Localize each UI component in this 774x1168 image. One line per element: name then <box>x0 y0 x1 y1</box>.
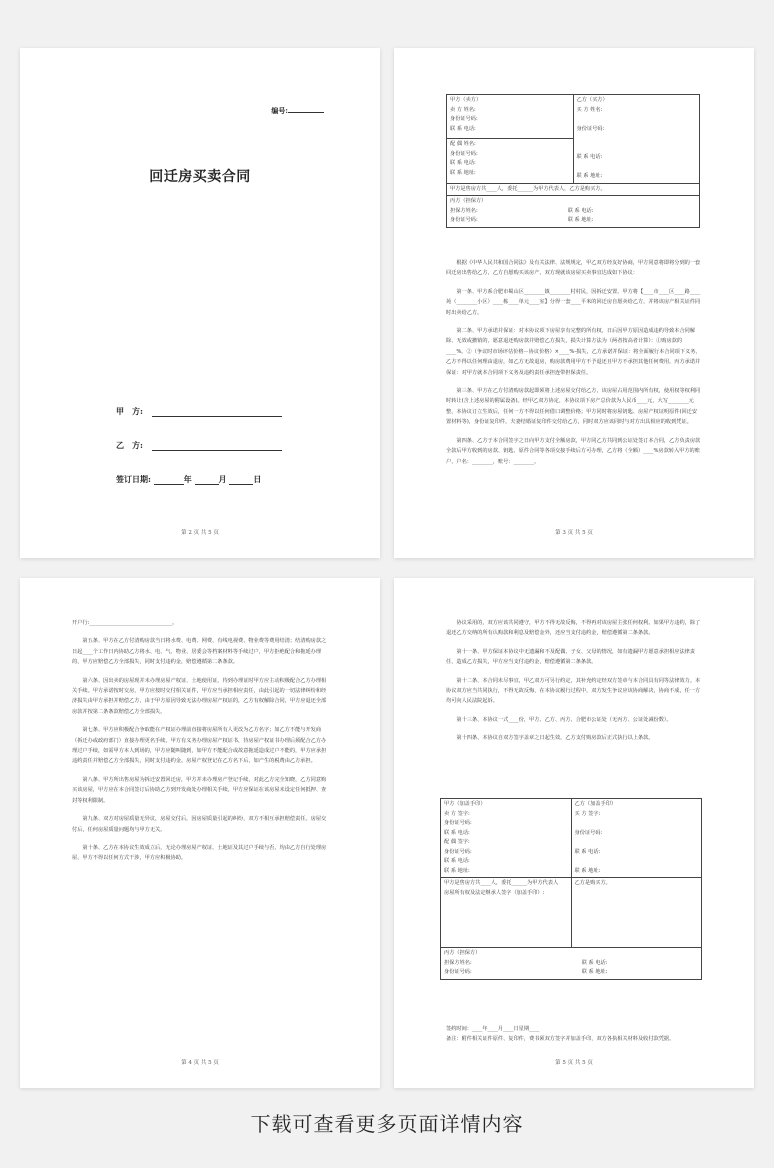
seller-name: 卖 方 姓名: <box>450 106 476 113</box>
sig-seller-sign: 卖 方 签字: <box>444 810 470 817</box>
party-b-label: 乙 方: <box>116 440 143 450</box>
preamble: 根据《中华人民共和国合同法》及有关法律、法规规定，甲乙双方经友好协商，甲方同意将即将分到的一套回迁房出售给乙方，乙方自愿购买该房产，双方现就该房屋买卖事宜达成如下协议： <box>446 260 701 277</box>
article-2: 第二条、甲方承诺并保证：对本协议项下房屋享有完整的所有权，日后因甲方原因造成违约导致本合同解除、无效或撤销的，愿意退还购房款并赔偿乙方损失，损失计算方法为（两者按高者计算）：①购房款的____%。②（争议时市场评估价格－协议价格）×____%-损失，乙方承诺并保证：将全面履行本合同项下义务，乙方不得以任何理由退房，如乙方无故退房，购房款费用甲方不予退还且甲方不承担其他任何费用，丙方承诺并保证：对甲方就本合同项下义务及违约责任承担连带担保责任。 <box>446 328 701 376</box>
contract-page-3 <box>394 48 754 558</box>
sig-guarantor-name: 担保方姓名: <box>444 959 472 966</box>
sig-spouse-id: 身份证号码: <box>444 848 472 855</box>
cover-page <box>20 48 380 558</box>
guarantor-id: 身份证号码: <box>450 217 478 223</box>
seller-id: 身份证号码: <box>450 116 478 122</box>
contract-number <box>271 106 324 116</box>
remarks: 备注：附件相关证件原件、复印件，费书须双方签字并加盖手印，双方各执相关材料及收付款凭据。 <box>446 1036 675 1043</box>
signature-table <box>440 798 702 980</box>
article-12: 第十二条、本合同未尽事宜，甲乙双方可另行约定，其补充约定经双方签章与本合同具有同等法律效力。本协议双方应当共同执行，不得无故反悔，在本协议履行过程中，双方发生争议应该协商解决，协商不成，任一方均可向人民法院起诉。 <box>446 677 701 705</box>
sig-buyer-header: 乙方（加盖手印） <box>574 801 617 807</box>
sig-buyer-id: 身份证号码: <box>574 829 603 836</box>
party-a-signature <box>116 406 282 417</box>
article-11: 第十一条、甲方保证本协议中无遗漏和不及配偶、子女、父母的情况，如有遗漏甲方愿意承担相应法律责任，造成乙方损失，甲方应当支付违约金，赔偿遵循第二条条款。 <box>446 648 696 666</box>
parties-table <box>446 94 700 228</box>
sig-seller-phone: 联 系 电话: <box>444 829 470 836</box>
sig-buyer-address: 联 系 地址: <box>574 867 601 874</box>
sign-date-label: 签订日期: <box>116 474 151 484</box>
article-6: 第六条、因出卖的房屋现并未办理房屋产权证、土地使用证，待到办理证时甲方应主动积极配合乙方办理相关手续。甲方承诺按时交房，甲方应按时交付相关证件，甲方应当承担相应责任，由此引起的一切法律纠纷和经济损失由甲方承担并赔偿乙方，由于甲方原因导致无法办理房屋产权证的，乙方有权解除合同，甲方应退还全部房款并按第二条条款赔偿乙方全部损失。 <box>72 677 327 715</box>
sig-seller-id: 身份证号码: <box>444 820 472 826</box>
sig-spouse-phone: 联 系 电话: <box>444 858 470 864</box>
spouse-id: 身份证号码: <box>450 150 478 157</box>
contract-page-4 <box>20 578 380 1088</box>
party-a-label: 甲 方: <box>116 406 143 416</box>
article-14: 第十四条、本协议自双方签字盖章之日起生效，乙方支付购房款后正式执行以上条款。 <box>456 735 654 742</box>
article-9: 第九条、双方对房屋质量无异议，房屋交付后，因房屋质量引起的纠纷，双方不相互承担赔偿责任。房屋交付后，任何房屋质量问题均与甲方无关。 <box>72 816 327 833</box>
sign-date <box>116 474 261 485</box>
articles-11-14 <box>446 618 702 752</box>
buyer-header: 乙方（买方） <box>576 97 608 103</box>
spouse-name: 配 偶 姓名: <box>450 141 476 148</box>
buyer-id: 身份证号码: <box>576 125 605 132</box>
sig-joint-line: 甲方是售房方共____人，委托______为甲方代表人 <box>444 880 559 886</box>
guarantor-header: 丙方（担保方） <box>450 198 487 204</box>
guarantor-address: 联 系 地址: <box>567 217 594 223</box>
article-8: 第八条、甲方所出售房屋为拆迁安置回迁房，甲方并未办理房产登记手续，对此乙方完全知晓，乙方同意购买该房屋，甲方应在本合同签订后协助乙方到开发商处办理相关手续，甲方应保证在该房屋未设定任何抵押、查封等权利限制。 <box>72 776 327 804</box>
page-footer: 第 2 页 共 5 页 <box>181 530 219 536</box>
contract-title: 回迁房买卖合同 <box>149 169 251 185</box>
article-13: 第十三条、本协议一式____份，甲方、乙方、丙方、合肥市公证处（无丙方、公证处减份数）。 <box>456 716 672 723</box>
sign-footer <box>446 1024 702 1045</box>
sig-buyer-role: 乙方是购买方。 <box>574 880 611 886</box>
sig-guarantor-header: 丙方（担保方） <box>444 950 481 956</box>
sig-guarantor-phone: 联 系 电话: <box>581 959 608 966</box>
joint-seller-line: 甲方是售房方共____人，委托______为甲方代表人，乙方是购买方。 <box>450 185 606 192</box>
spouse-address: 联 系 地址: <box>450 169 476 176</box>
contract-number-label: 编号: <box>271 106 288 115</box>
sig-guarantor-address: 联 系 地址: <box>581 969 608 975</box>
party-b-signature <box>116 440 282 451</box>
article-5: 第五条、甲方在乙方付清购房款当日将水费、电费、网费、有线电视费、物业费等费用结清；结清购房款之日起____个工作日内协助乙方将水、电、气、物业、居委会等档案材料等手续过户，甲方拒绝配合和拖延办理的，甲方应赔偿乙方全部损失，同时支付违约金，赔偿遵循第二条条款。 <box>72 638 327 666</box>
buyer-phone: 联 系 电话: <box>576 154 603 160</box>
page-footer: 第 5 页 共 5 页 <box>555 1060 593 1066</box>
buyer-name: 买 方 姓名: <box>576 106 603 113</box>
download-caption: 下载可查看更多页面详情内容 <box>250 1112 524 1136</box>
day-label: 日 <box>253 474 262 484</box>
sig-spouse-address: 联 系 地址: <box>444 867 470 874</box>
sig-buyer-phone: 联 系 电话: <box>574 848 601 855</box>
month-label: 月 <box>218 474 227 484</box>
bank-line: 开户行:________________________________。 <box>72 620 178 626</box>
contract-page-5 <box>394 578 754 1088</box>
sig-spouse-sign: 配 偶 签字: <box>444 839 470 845</box>
guarantor-name: 担保方姓名: <box>450 207 478 214</box>
guarantor-phone: 联 系 电话: <box>567 207 594 214</box>
article-1: 第一条、甲方系合肥市蜀山区________镇________村村民，因拆迁安置，甲方将【____市____区____路____苑（________小区）____栋____单元____室】分得一套____平米的回迁房自愿卖给乙方，并将该房产相关证件同时出卖给乙方。 <box>446 288 701 316</box>
spouse-phone: 联 系 电话: <box>450 160 476 167</box>
sig-seller-header: 甲方（加盖手印） <box>444 801 486 807</box>
page-footer: 第 3 页 共 5 页 <box>555 530 593 536</box>
year-label: 年 <box>183 474 192 484</box>
sig-buyer-sign: 买 方 签字: <box>574 810 601 817</box>
article-4: 第四条、乙方于本合同签字之日向甲方支付全额房款，甲方同乙方共同到公证处签订本合同，乙方负责房款全款后甲方收到的房款、钥匙、原件合同等各项交接手续后方可办理，乙方将（全额）____%房款转入甲方的账户，户名：________，账号：________。 <box>446 437 701 465</box>
articles-1-4 <box>446 258 702 475</box>
sig-heir-line: 房屋所有权及法定继承人签字（加盖手印）: <box>444 889 545 896</box>
sig-guarantor-id: 身份证号码: <box>444 969 472 975</box>
article-7: 第七条、甲方应积极配合争取能在产权证办理前直接将房屋所有人更改为乙方名字；如乙方不能与开发商（拆迁办或政府部门）直接办理更名手续，甲方有义务办理房屋产权证书，待房屋产权证书办理后须配合乙方办理过户手续，如需甲方本人到场的，甲方应随叫随到，如甲方不能配合或故意拖延造成过户不能的，甲方应承担违约责任并赔偿乙方全部损失，同时支付违约金。房屋产权登记在乙方名下后，如产生的税费由乙方承担。 <box>72 727 327 765</box>
page-footer: 第 4 页 共 5 页 <box>181 1060 219 1066</box>
seller-header: 甲方（卖方） <box>450 97 482 103</box>
article-10: 第十条、乙方在本协议生效成立后，无论办理房屋产权证、土地证及其过户手续与否，均由乙方自行处理房屋，甲方不得以任何方式干涉，甲方应积极协助。 <box>72 844 327 862</box>
seller-phone: 联 系 电话: <box>450 125 476 132</box>
articles-5-10 <box>72 618 328 872</box>
article-3: 第三条、甲方在乙方付清购房款起即须将上述房屋交付给乙方，该房屋占用范围内所有权，使用权等权利同时转让(含上述房屋的附属设备)。经甲乙双方协定，本协议项下房产总价款为人民币____元，大写________元整，本协议订立生效后，任何一方不得以任何借口调整价格；甲方同时将房屋钥匙、房屋产权证明原件(回迁安置材料等)，身份证复印件，夫妻结婚证复印件交付给乙方，同时双方应该同时与对方出具相应的收到凭证。 <box>446 388 701 426</box>
sign-time: 签约时间：____年____月____日星期____ <box>446 1026 540 1032</box>
article-10-cont: 协议采用的，双方应该共同遵守，甲方不得无故反悔，不得再对该房屋主张任何权利。如果甲方违约，除了退还乙方交纳的所有认购款和利息及赔偿金外，还应当支付违约金，赔偿遵循第二条条款。 <box>446 620 701 637</box>
buyer-address: 联 系 地址: <box>576 173 603 179</box>
